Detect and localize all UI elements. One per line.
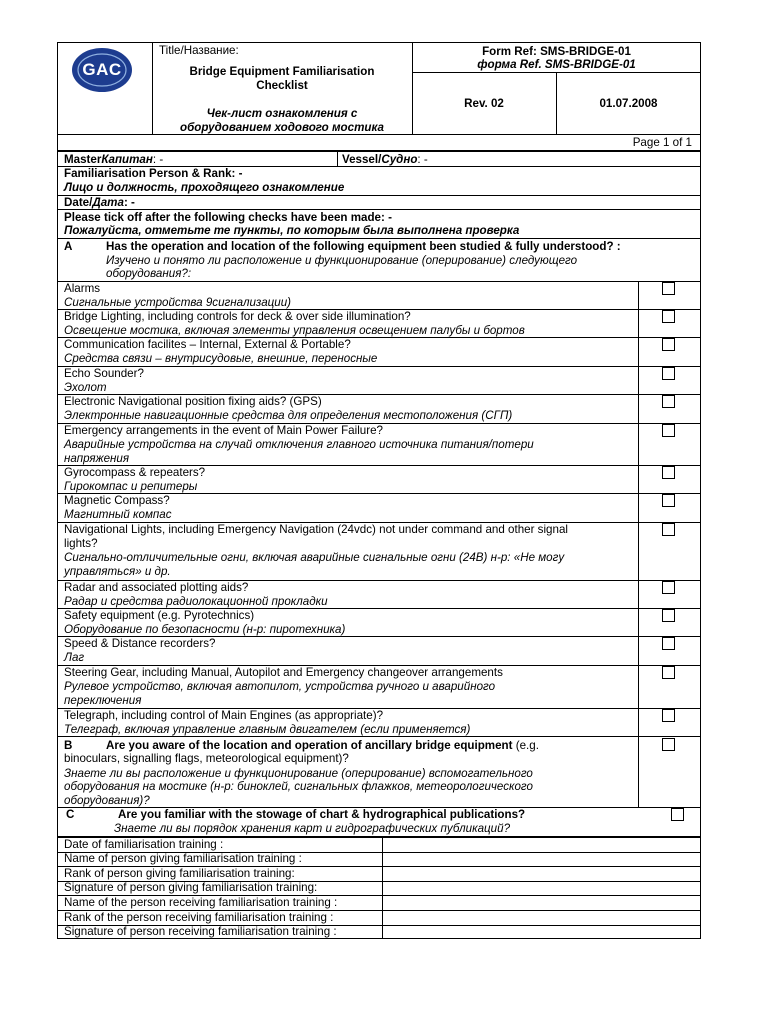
training-field-label: Rank of the person receiving familiarisation training :	[64, 910, 334, 924]
training-field-label: Date of familiarisation training :	[64, 837, 224, 851]
equipment-item-label-ru: управляться» и др.	[64, 565, 171, 578]
equipment-item-label: Bridge Lighting, including controls for deck & over side illumination?	[64, 310, 411, 323]
equipment-item-checkbox[interactable]	[662, 637, 675, 650]
equipment-item-label-ru: Радар и средства радиолокационной прокладки	[64, 595, 328, 608]
training-field-input[interactable]	[383, 882, 700, 895]
training-field-label: Signature of person giving familiarisation training:	[64, 881, 318, 895]
section-c-question-ru: Знаете ли вы порядок хранения карт и гидрографических публикаций?	[114, 822, 511, 835]
vessel-label: Vessel/Судно: -	[342, 153, 428, 166]
equipment-item-label: Communication facilites – Internal, External & Portable?	[64, 338, 351, 351]
equipment-item-label-ru: Лаг	[64, 651, 85, 664]
equipment-item-label: Echo Sounder?	[64, 367, 144, 380]
divider	[57, 925, 701, 926]
familiarisation-person-label: Familiarisation Person & Rank: -	[64, 167, 243, 180]
divider	[57, 238, 701, 239]
divider	[57, 910, 701, 911]
section-c-question: Are you familiar with the stowage of chart & hydrographical publications?	[118, 808, 526, 821]
divider	[57, 366, 701, 367]
equipment-item-label-ru: Магнитный компас	[64, 508, 172, 521]
divider	[57, 895, 701, 896]
divider	[57, 281, 701, 282]
equipment-item-checkbox[interactable]	[662, 424, 675, 437]
equipment-item-checkbox[interactable]	[662, 367, 675, 380]
section-b-ru-1: Знаете ли вы расположение и функционирование (оперирование) вспомогательного	[64, 767, 533, 780]
equipment-item-label-ru: Аварийные устройства на случай отключения главного источника питания/потери	[64, 438, 534, 451]
equipment-item-label: Magnetic Compass?	[64, 494, 170, 507]
section-b-letter: B	[64, 739, 73, 752]
equipment-item-label: Safety equipment (e.g. Pyrotechnics)	[64, 609, 255, 622]
section-a-question-ru-2: оборудования?:	[106, 267, 192, 280]
section-b-checkbox[interactable]	[662, 738, 675, 751]
training-field-label: Name of the person receiving familiarisation training :	[64, 895, 338, 909]
title-en-line1: Bridge Equipment Familiarisation	[189, 65, 375, 78]
equipment-item-label: Electronic Navigational position fixing aids? (GPS)	[64, 395, 322, 408]
equipment-item-label: Speed & Distance recorders?	[64, 637, 216, 650]
checkbox-column-divider	[638, 281, 639, 807]
section-c-checkbox[interactable]	[671, 808, 684, 821]
equipment-item-label-ru: переключения	[64, 694, 142, 707]
equipment-item-label-ru: Средства связи – внутрисудовые, внешние, переносные	[64, 352, 378, 365]
section-a-question: Has the operation and location of the following equipment been studied & fully understood? :	[106, 240, 621, 253]
equipment-item-checkbox[interactable]	[662, 494, 675, 507]
equipment-item-label-ru: Освещение мостика, включая элементы управления освещением палубы и бортов	[64, 324, 525, 337]
equipment-item-checkbox[interactable]	[662, 395, 675, 408]
master-label: MasterКапитан: -	[64, 153, 164, 166]
divider	[57, 866, 701, 867]
training-field-label: Signature of person receiving familiarisation training :	[64, 925, 337, 939]
equipment-item-label-ru: Рулевое устройство, включая автопилот, устройства ручного и аварийного	[64, 680, 496, 693]
equipment-item-checkbox[interactable]	[662, 282, 675, 295]
training-field-input[interactable]	[383, 926, 700, 939]
section-b-ru-3: оборудования)?	[64, 794, 150, 807]
equipment-item-checkbox[interactable]	[662, 666, 675, 679]
equipment-item-label-ru: Электронные навигационные средства для определения местоположения (СГП)	[64, 409, 513, 422]
equipment-item-label: Navigational Lights, including Emergency Navigation (24vdc) not under command and other signal	[64, 523, 568, 536]
divider	[57, 852, 701, 853]
date-label: Date/Дата: -	[64, 196, 135, 209]
tick-instruction: Please tick off after the following checks have been made: -	[64, 211, 392, 224]
title-en-line2: Checklist	[256, 79, 308, 92]
page-number: Page 1 of 1	[632, 136, 692, 149]
divider	[337, 151, 338, 166]
equipment-item-label-ru: Сигнальные устройства 9сигнализации)	[64, 296, 292, 309]
section-b-question-2: binoculars, signalling flags, meteorological equipment)?	[64, 752, 349, 765]
equipment-item-label: lights?	[64, 537, 98, 550]
equipment-item-label-ru: напряжения	[64, 452, 130, 465]
title-ru-line2: оборудованием ходового мостика	[180, 121, 384, 134]
equipment-item-label-ru: Оборудование по безопасности (н-р: пиротехника)	[64, 623, 346, 636]
form-ref-en: Form Ref: SMS-BRIDGE-01	[482, 45, 631, 58]
equipment-item-label: Emergency arrangements in the event of Main Power Failure?	[64, 424, 383, 437]
section-a-question-ru: Изучено и понято ли расположение и функционирование (оперирование) следующего	[106, 254, 578, 267]
divider	[57, 209, 701, 210]
equipment-item-checkbox[interactable]	[662, 466, 675, 479]
section-c-letter: C	[66, 808, 75, 821]
title-label: Title/Название:	[159, 44, 239, 57]
equipment-item-label: Radar and associated plotting aids?	[64, 581, 249, 594]
title-ru-line1: Чек-лист ознакомления с	[206, 107, 358, 120]
equipment-item-label-ru: Эхолот	[64, 381, 107, 394]
equipment-item-checkbox[interactable]	[662, 709, 675, 722]
equipment-item-label: Telegraph, including control of Main Engines (as appropriate)?	[64, 709, 384, 722]
form-ref-ru: форма Ref. SMS-BRIDGE-01	[477, 58, 636, 71]
equipment-item-label-ru: Гирокомпас и репитеры	[64, 480, 198, 493]
training-field-input[interactable]	[383, 853, 700, 866]
equipment-item-checkbox[interactable]	[662, 523, 675, 536]
equipment-item-checkbox[interactable]	[662, 310, 675, 323]
equipment-item-checkbox[interactable]	[662, 609, 675, 622]
training-field-label: Name of person giving familiarisation training :	[64, 852, 302, 866]
training-field-label: Rank of person giving familiarisation training:	[64, 866, 295, 880]
equipment-item-label-ru: Телеграф, включая управление главным двигателем (если применяется)	[64, 723, 471, 736]
section-b-question: B Are you aware of the location and operation of ancillary bridge equipment (e.g.	[64, 739, 539, 752]
training-field-input[interactable]	[383, 867, 700, 880]
equipment-item-label: Alarms	[64, 282, 101, 295]
revision: Rev. 02	[464, 97, 504, 110]
equipment-item-label-ru: Сигнально-отличительные огни, включая аварийные сигнальные огни (24В) н-р: «Не могу	[64, 551, 565, 564]
training-field-input[interactable]	[383, 911, 700, 924]
company-logo	[71, 46, 133, 94]
section-b-ru-2: оборудования на мостике (н-р: биноклей, сигнальных флажков, метеорологического	[64, 780, 533, 793]
equipment-item-checkbox[interactable]	[662, 581, 675, 594]
logo-text: GAC	[82, 60, 122, 79]
equipment-item-checkbox[interactable]	[662, 338, 675, 351]
training-field-input[interactable]	[383, 838, 700, 851]
page-row	[57, 134, 701, 151]
form-date: 01.07.2008	[599, 97, 658, 110]
divider	[57, 195, 701, 196]
equipment-item-label: Gyrocompass & repeaters?	[64, 466, 206, 479]
divider	[57, 736, 701, 737]
divider	[57, 881, 701, 882]
equipment-item-label: Steering Gear, including Manual, Autopilot and Emergency changeover arrangements	[64, 666, 503, 679]
section-a-letter: A	[64, 240, 73, 253]
tick-instruction-ru: Пожалуйста, отметьте те пункты, по которым была выполнена проверка	[64, 224, 520, 237]
familiarisation-person-label-ru: Лицо и должность, проходящего ознакомление	[64, 181, 345, 194]
training-field-input[interactable]	[383, 896, 700, 909]
